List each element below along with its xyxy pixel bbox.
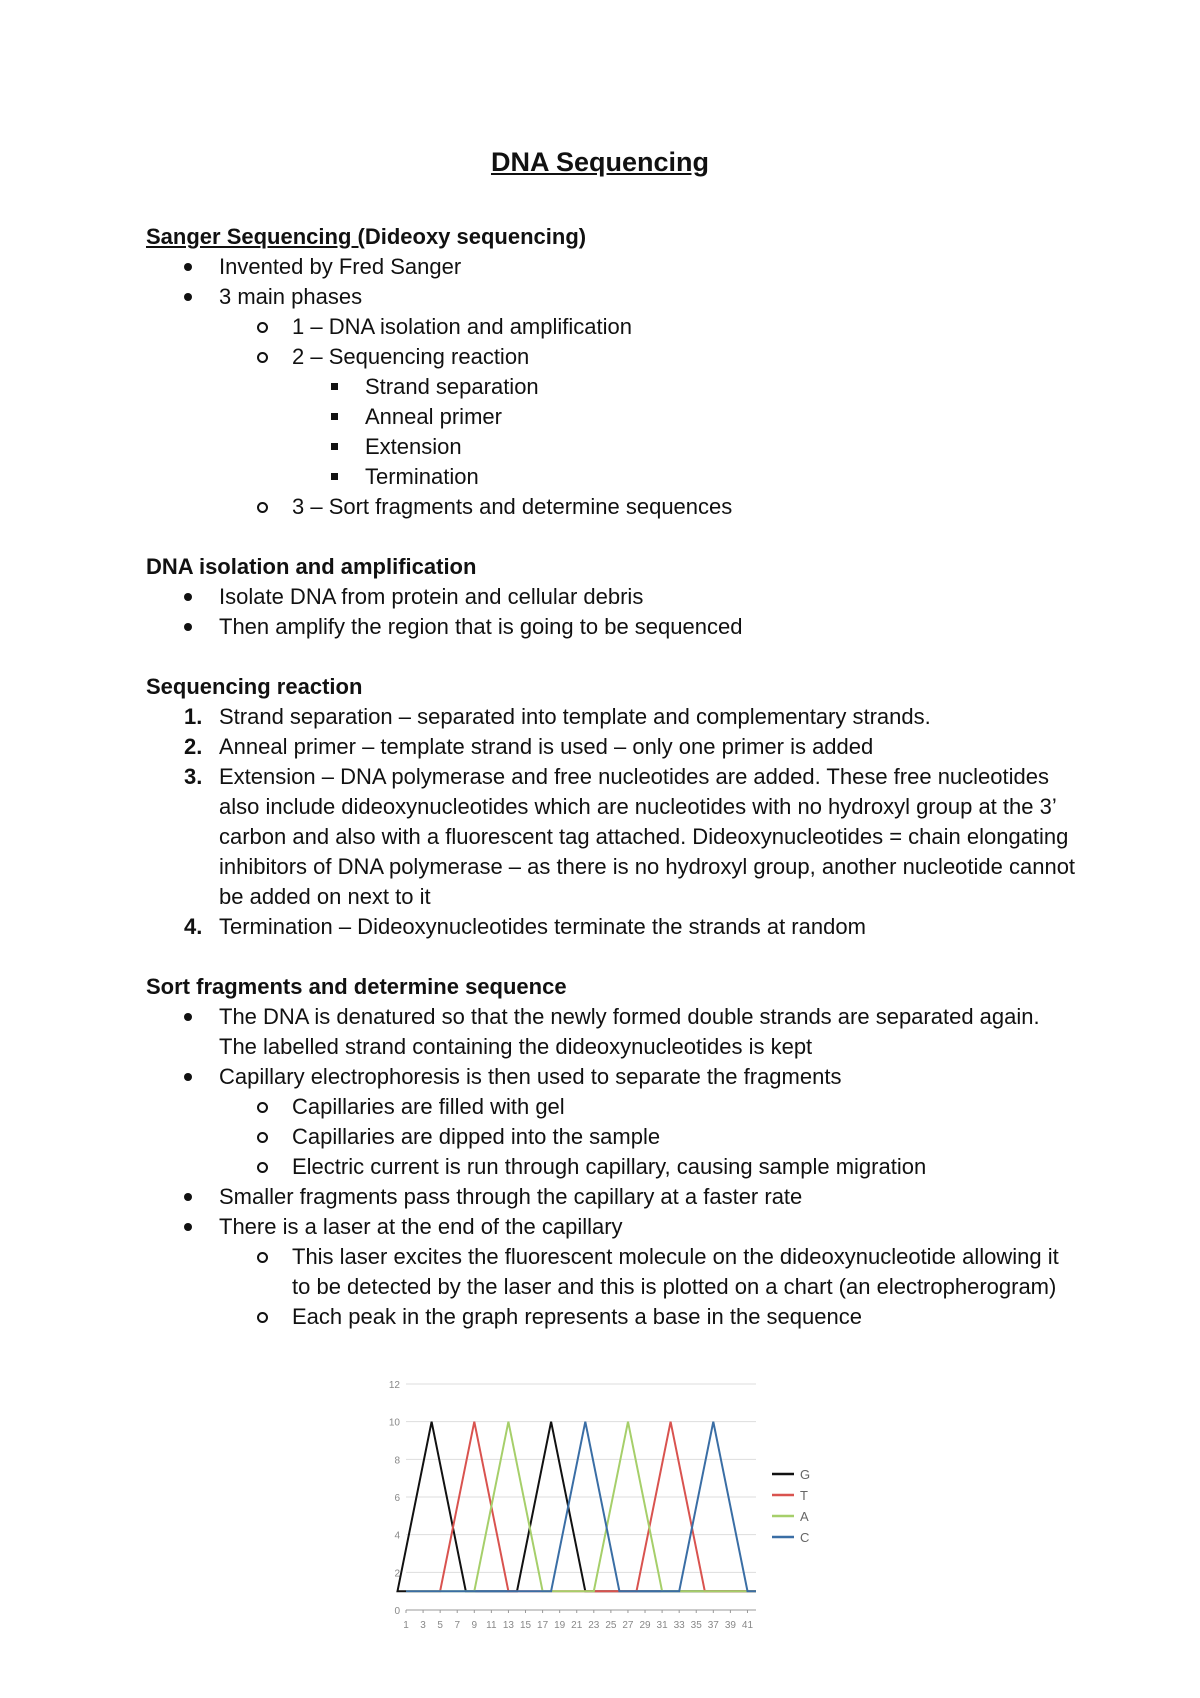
y-tick-label: 0: [394, 1606, 400, 1617]
series-line-G: [398, 1422, 757, 1592]
page-title: DNA Sequencing: [490, 147, 710, 177]
list-item: Strand separation: [146, 372, 1076, 402]
item-number: 1.: [184, 704, 203, 729]
legend-label-C: C: [800, 1530, 810, 1545]
item-text: Termination – Dideoxynucleotides terminate the strands at random: [219, 914, 866, 939]
y-tick-label: 2: [394, 1568, 400, 1580]
numbered-item: [146, 702, 1076, 732]
x-tick-label: 35: [690, 1620, 702, 1631]
section-heading-sanger: [146, 222, 1076, 252]
list-item: There is a laser at the end of the capillary: [146, 1212, 1076, 1242]
y-tick-label: 8: [394, 1455, 400, 1467]
y-tick-label: 4: [394, 1530, 400, 1542]
list-item: 3 – Sort fragments and determine sequences: [146, 492, 1076, 522]
list-item: The DNA is denatured so that the newly formed double strands are separated again. The labelled strand containing the dideoxynucleotides is kept: [146, 1002, 1076, 1062]
x-tick-label: 25: [605, 1620, 617, 1631]
list-item: Capillaries are filled with gel: [146, 1092, 1076, 1122]
isolation-list: [146, 582, 1076, 642]
list-item: 1 – DNA isolation and amplification: [146, 312, 1076, 342]
list-item: Capillaries are dipped into the sample: [146, 1122, 1076, 1152]
x-tick-label: 17: [537, 1620, 549, 1631]
list-item: Termination: [146, 462, 1076, 492]
legend-label-G: G: [800, 1467, 811, 1482]
heading-underlined-part: Sanger Sequencing (: [146, 224, 365, 249]
x-tick-label: 37: [707, 1620, 719, 1631]
section-heading-isolation: DNA isolation and amplification: [146, 554, 477, 579]
x-tick-label: 33: [673, 1620, 685, 1631]
y-tick-label: 6: [394, 1493, 400, 1504]
x-tick-label: 23: [588, 1620, 600, 1631]
list-item: Capillary electrophoresis is then used to separate the fragments: [146, 1062, 1076, 1092]
item-number: 3.: [184, 764, 203, 789]
electropherogram-chart: [368, 1372, 858, 1638]
sort-list: [146, 1002, 1076, 1332]
x-tick-label: 7: [454, 1620, 461, 1631]
x-tick-label: 19: [554, 1620, 566, 1631]
item-text: Extension – DNA polymerase and free nucleotides are added. These free nucleotides also include dideoxynucleotides which are nucleotides with no hydroxyl group at the 3’ carbon and also with a fluorescent tag attached. Dideoxynucleotides = chain elongating inhibitors of DNA polymerase – as there is no hydroxyl group, another nucleotide cannot be added on next to it: [219, 764, 1076, 909]
y-tick-label: 10: [388, 1417, 400, 1429]
x-tick-label: 31: [656, 1620, 668, 1631]
x-tick-label: 29: [639, 1620, 651, 1631]
x-tick-label: 13: [502, 1620, 515, 1631]
document-body: [146, 222, 1076, 1332]
x-tick-label: 41: [741, 1620, 754, 1631]
x-tick-label: 21: [571, 1620, 583, 1631]
list-item: Isolate DNA from protein and cellular debris: [146, 582, 1076, 612]
list-item: 2 – Sequencing reaction: [146, 342, 1076, 372]
list-item: Smaller fragments pass through the capillary at a faster rate: [146, 1182, 1076, 1212]
section-heading-sort: Sort fragments and determine sequence: [146, 974, 567, 999]
x-tick-label: 39: [724, 1620, 736, 1631]
legend-label-A: A: [800, 1509, 809, 1524]
x-tick-label: 11: [486, 1620, 497, 1631]
x-tick-label: 3: [420, 1620, 426, 1631]
list-item: 3 main phases: [146, 282, 1076, 312]
y-tick-label: 12: [388, 1380, 400, 1391]
list-item: Invented by Fred Sanger: [146, 252, 1076, 282]
list-item: Each peak in the graph represents a base in the sequence: [146, 1302, 1076, 1332]
reaction-list: [146, 702, 1076, 942]
list-item: Anneal primer: [146, 402, 1076, 432]
list-item: Electric current is run through capillary, causing sample migration: [146, 1152, 1076, 1182]
list-item: Then amplify the region that is going to be sequenced: [146, 612, 1076, 642]
numbered-item: [146, 912, 1076, 942]
item-text: Anneal primer – template strand is used – only one primer is added: [219, 734, 874, 759]
x-tick-label: 9: [471, 1620, 478, 1631]
section-heading-reaction: Sequencing reaction: [146, 674, 363, 699]
sanger-list: [146, 252, 1076, 522]
item-number: 2.: [184, 734, 203, 759]
numbered-item: [146, 732, 1076, 762]
x-tick-label: 15: [519, 1620, 532, 1631]
item-number: 4.: [184, 914, 203, 939]
x-tick-label: 1: [403, 1620, 409, 1631]
x-tick-label: 5: [437, 1620, 443, 1631]
heading-rest-part: Dideoxy sequencing): [364, 224, 587, 249]
list-item: Extension: [146, 432, 1076, 462]
item-text: Strand separation – separated into template and complementary strands.: [219, 704, 931, 729]
legend-label-T: T: [800, 1488, 808, 1503]
numbered-item: [146, 762, 1076, 912]
x-tick-label: 27: [622, 1620, 634, 1631]
list-item: This laser excites the fluorescent molecule on the dideoxynucleotide allowing it to be detected by the laser and this is plotted on a chart (an electropherogram): [146, 1242, 1076, 1302]
